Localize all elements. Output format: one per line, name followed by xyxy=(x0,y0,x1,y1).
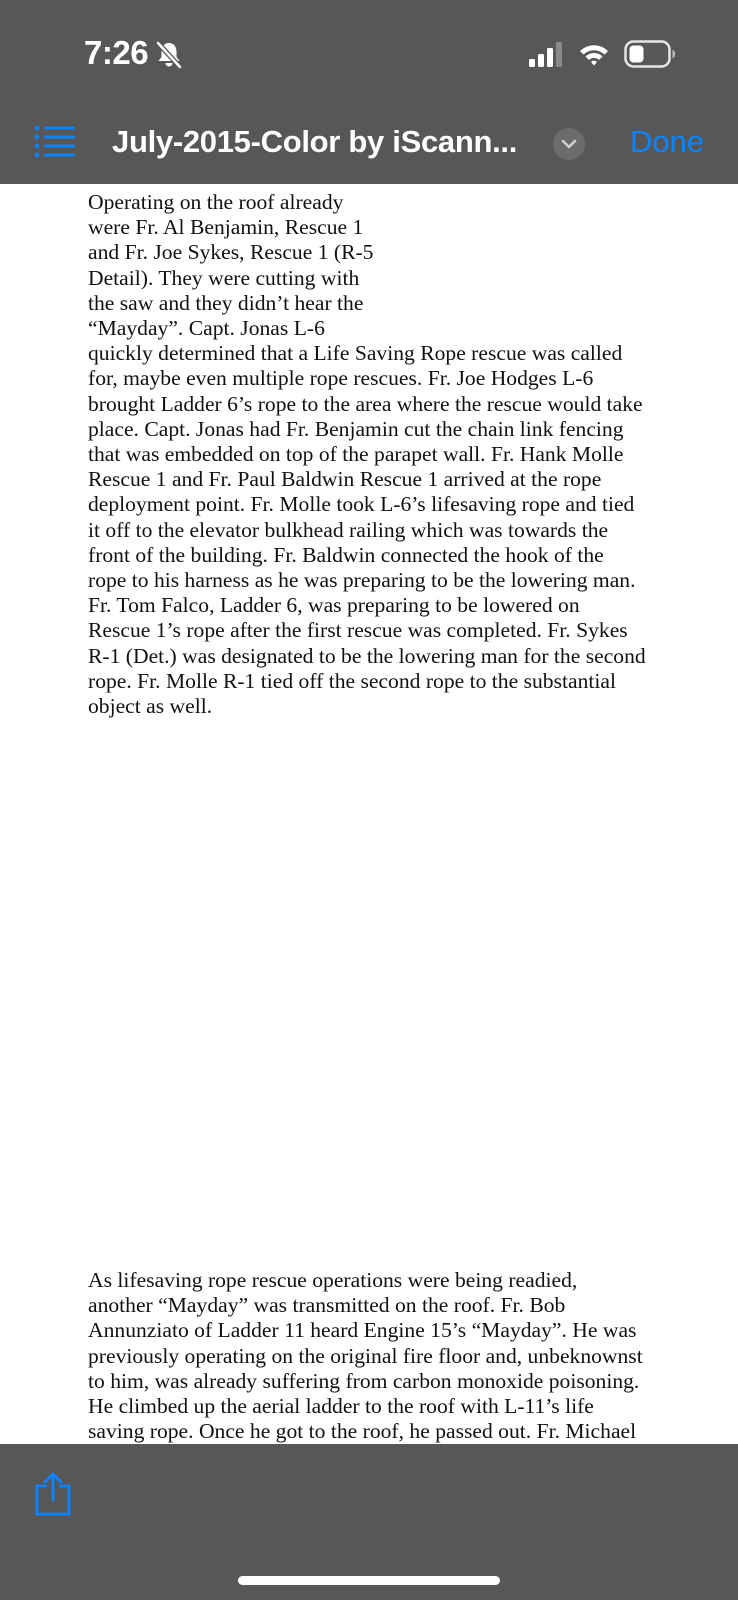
status-bar xyxy=(0,0,738,106)
cellular-signal-icon xyxy=(528,42,564,68)
document-paragraph: Operating on the roof already were Fr. Al Benjamin, Rescue 1 and Fr. Joe Sykes, Rescue 1 (R-5 Detail). They were cutting with the saw and they didn’t hear the “Mayday”. Capt. Jonas L-6 quickly determined that a Life Saving Rope rescue was called for, maybe even multiple rope rescues. Fr. Joe Hodges L-6 brought Ladder 6’s rope to the area where the rescue would take place. Capt. Jonas had Fr. Benjamin cut the chain link fencing that was embedded on top of the parapet wall. Fr. Hank Molle Rescue 1 and Fr. Paul Baldwin Rescue 1 arrived at the rope deployment point. Fr. Molle took L-6’s lifesaving rope and tied it off to the elevator bulkhead railing which was towards the front of the building. Fr. Baldwin connected the hook of the rope to his harness as he was preparing to be the lowering man. Fr. Tom Falco, Ladder 6, was preparing to be lowered on Rescue 1’s rope after the first rescue was completed. Fr. Sykes R-1 (Det.) was designated to be the lowering man for the second rope. Fr. Molle R-1 tied off the second rope to the substantial object as well. xyxy=(88,190,646,719)
document-title[interactable]: July-2015-Color by iScann... xyxy=(112,124,518,159)
bell-slash-icon xyxy=(154,40,184,70)
battery-icon xyxy=(624,40,676,68)
title-menu-button[interactable] xyxy=(553,128,585,160)
document-paragraph: As lifesaving rope rescue operations were being readied, another “Mayday” was transmitted on the roof. Fr. Bob Annunziato of Ladder 11 heard Engine 15’s “Mayday”. He was previously operating on the original fire floor and, unbeknownst to him, was already suffering from carbon monoxide poisoning. He climbed up the aerial ladder to the roof with L-11’s life saving rope. Once he got to the roof, he passed out. Fr. Michael xyxy=(88,1268,643,1444)
navigation-bar xyxy=(0,106,738,184)
done-button[interactable]: Done xyxy=(630,124,705,159)
status-time: 7:26 xyxy=(84,34,149,71)
share-icon[interactable] xyxy=(34,1472,72,1516)
wifi-icon xyxy=(578,42,610,68)
bottom-toolbar xyxy=(0,1444,738,1600)
list-icon[interactable] xyxy=(34,124,76,160)
home-indicator[interactable] xyxy=(238,1576,500,1585)
chevron-down-icon xyxy=(560,137,578,151)
